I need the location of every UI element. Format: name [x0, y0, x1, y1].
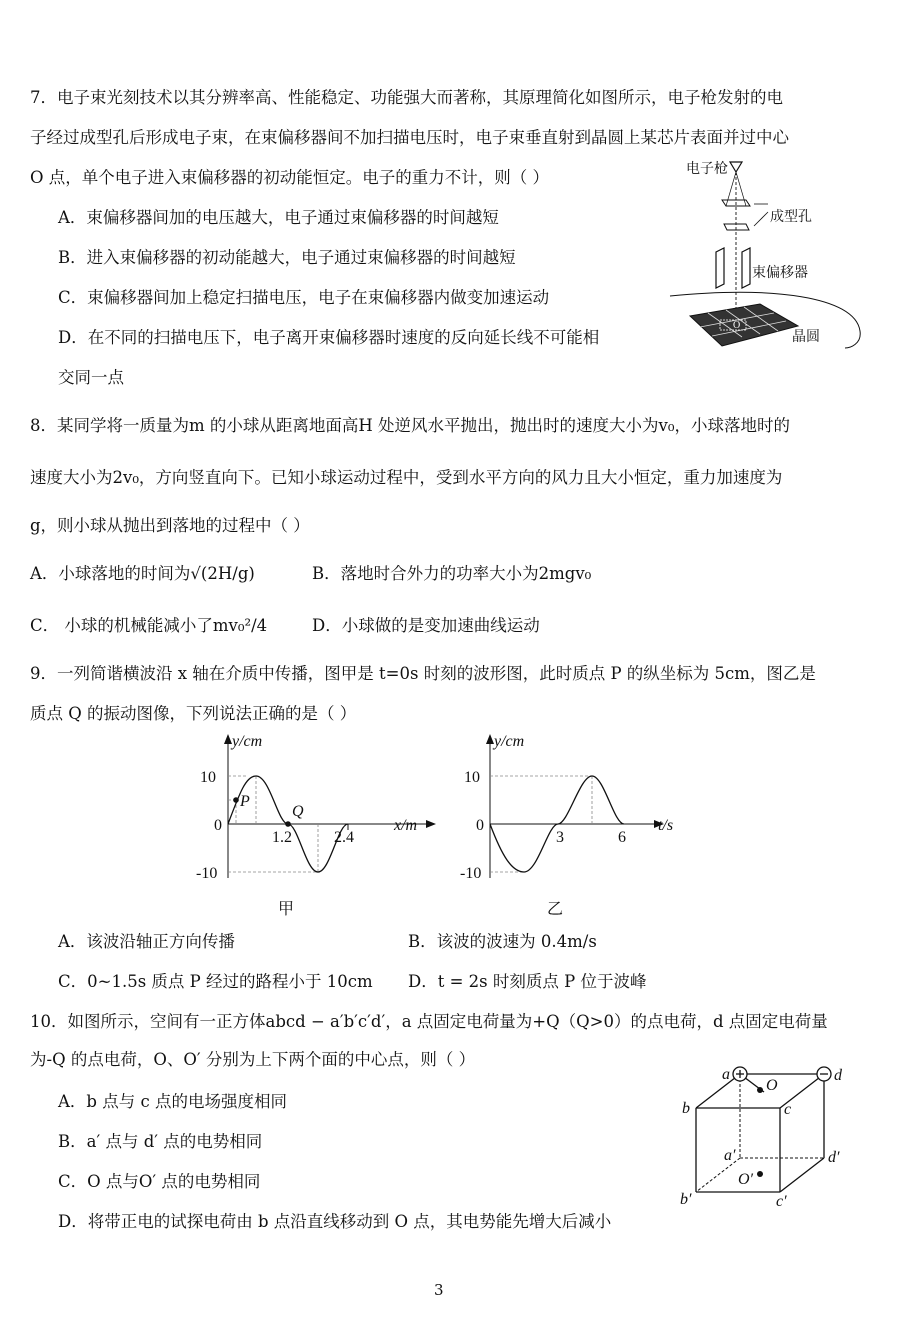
wave-x-1: 1.2	[272, 829, 292, 846]
q9-option-c: C．0~1.5s 质点 P 经过的路程小于 10cm	[58, 972, 373, 991]
vib-y-top: 10	[464, 769, 480, 786]
vib-y-bottom: -10	[460, 865, 482, 882]
vib-t-2: 6	[618, 829, 626, 846]
q7-option-b: B．进入束偏移器的初动能越大，电子通过束偏移器的时间越短	[58, 248, 516, 267]
wave-xlabel: x/m	[394, 817, 418, 834]
wave-ylabel: y/cm	[232, 733, 263, 750]
lithography-label-o: O	[733, 320, 741, 331]
q7-option-c: C．束偏移器间加上稳定扫描电压，电子在束偏移器内做变加速运动	[58, 288, 550, 307]
q9-option-b: B．该波的波速为 0.4m/s	[408, 932, 597, 951]
cube-label-b2: b′	[680, 1191, 692, 1208]
wave-graph-caption: 甲	[278, 899, 295, 918]
q10-line-2: 为-Q 的点电荷，O、O′ 分别为上下两个面的中心点，则（ ）	[30, 1050, 476, 1069]
cube-label-a: a	[722, 1066, 730, 1083]
q10-option-c: C．O 点与O′ 点的电势相同	[58, 1172, 261, 1191]
q8-line-3: g，则小球从抛出到落地的过程中（ ）	[30, 516, 310, 535]
wave-x-2: 2.4	[334, 829, 354, 846]
q8-line-2: 速度大小为2v₀，方向竖直向下。已知小球运动过程中，受到水平方向的风力且大小恒定，重力加速度为	[30, 468, 783, 487]
q10-option-d: D．将带正电的试探电荷由 b 点沿直线移动到 O 点，其电势能先增大后减小	[58, 1212, 612, 1231]
cube-label-d: d	[834, 1067, 842, 1084]
label-aperture: 成型孔	[770, 209, 812, 225]
q8-option-c: C． 小球的机械能减小了mv₀²/4	[30, 616, 268, 635]
q8-option-d: D．小球做的是变加速曲线运动	[312, 616, 540, 635]
wave-graph	[190, 732, 440, 892]
cube-diagram	[676, 1060, 860, 1210]
q8-line-1: 8．某同学将一质量为m 的小球从距离地面高H 处逆风水平抛出，抛出时的速度大小为v₀，小球落地时的	[30, 416, 790, 435]
q9-line-2: 质点 Q 的振动图像，下列说法正确的是（ ）	[30, 704, 357, 723]
q7-option-d: D．在不同的扫描电压下，电子离开束偏移器时速度的反向延长线不可能相	[58, 328, 600, 347]
q8-option-b: B．落地时合外力的功率大小为2mgv₀	[312, 564, 592, 583]
q10-line-1: 10．如图所示，空间有一正方体abcd − a′b′c′d′，a 点固定电荷量为+Q（Q>0）的点电荷，d 点固定电荷量	[30, 1012, 828, 1031]
vibration-graph	[456, 732, 686, 892]
cube-label-o: O	[766, 1077, 778, 1094]
vibration-graph-caption: 乙	[547, 899, 564, 918]
q7-option-a: A．束偏移器间加的电压越大，电子通过束偏移器的时间越短	[58, 208, 499, 227]
cube-label-a2: a′	[724, 1147, 736, 1164]
lithography-diagram	[650, 156, 870, 356]
q8-option-a: A．小球落地的时间为√(2H/g)	[30, 564, 255, 583]
q9-option-d: D．t = 2s 时刻质点 P 位于波峰	[408, 972, 647, 991]
wave-y-bottom: -10	[196, 865, 218, 882]
vib-xlabel: t/s	[658, 817, 674, 834]
cube-label-c2: c′	[776, 1193, 787, 1210]
vib-y-zero: 0	[476, 817, 484, 834]
wave-point-p: P	[240, 793, 250, 810]
cube-label-o2: O′	[738, 1171, 754, 1188]
wave-y-top: 10	[200, 769, 216, 786]
wave-y-zero: 0	[214, 817, 222, 834]
wave-point-q: Q	[292, 803, 304, 820]
cube-label-d2: d′	[828, 1149, 840, 1166]
q9-line-1: 9．一列简谐横波沿 x 轴在介质中传播，图甲是 t=0s 时刻的波形图，此时质点 P 的纵坐标为 5cm，图乙是	[30, 664, 816, 683]
cube-label-c: c	[784, 1101, 792, 1118]
q7-line-3: O 点，单个电子进入束偏移器的初动能恒定。电子的重力不计，则（ ）	[30, 168, 550, 187]
q7-line-2: 子经过成型孔后形成电子束，在束偏移器间不加扫描电压时，电子束垂直射到晶圆上某芯片表面并过中心	[30, 128, 789, 147]
label-electron-gun: 电子枪	[686, 161, 728, 177]
label-deflector: 束偏移器	[752, 265, 808, 281]
q10-option-a: A．b 点与 c 点的电场强度相同	[58, 1092, 287, 1111]
q10-option-b: B．a′ 点与 d′ 点的电势相同	[58, 1132, 263, 1151]
page-number: 3	[434, 1281, 444, 1299]
vib-t-1: 3	[556, 829, 564, 846]
q7-option-d-cont: 交同一点	[58, 368, 124, 387]
q7-line-1: 7．电子束光刻技术以其分辨率高、性能稳定、功能强大而著称，其原理简化如图所示，电子枪发射的电	[30, 88, 783, 107]
cube-label-b: b	[682, 1100, 690, 1117]
label-wafer: 晶圆	[792, 329, 820, 345]
vib-ylabel: y/cm	[494, 733, 525, 750]
q9-option-a: A．该波沿轴正方向传播	[58, 932, 235, 951]
